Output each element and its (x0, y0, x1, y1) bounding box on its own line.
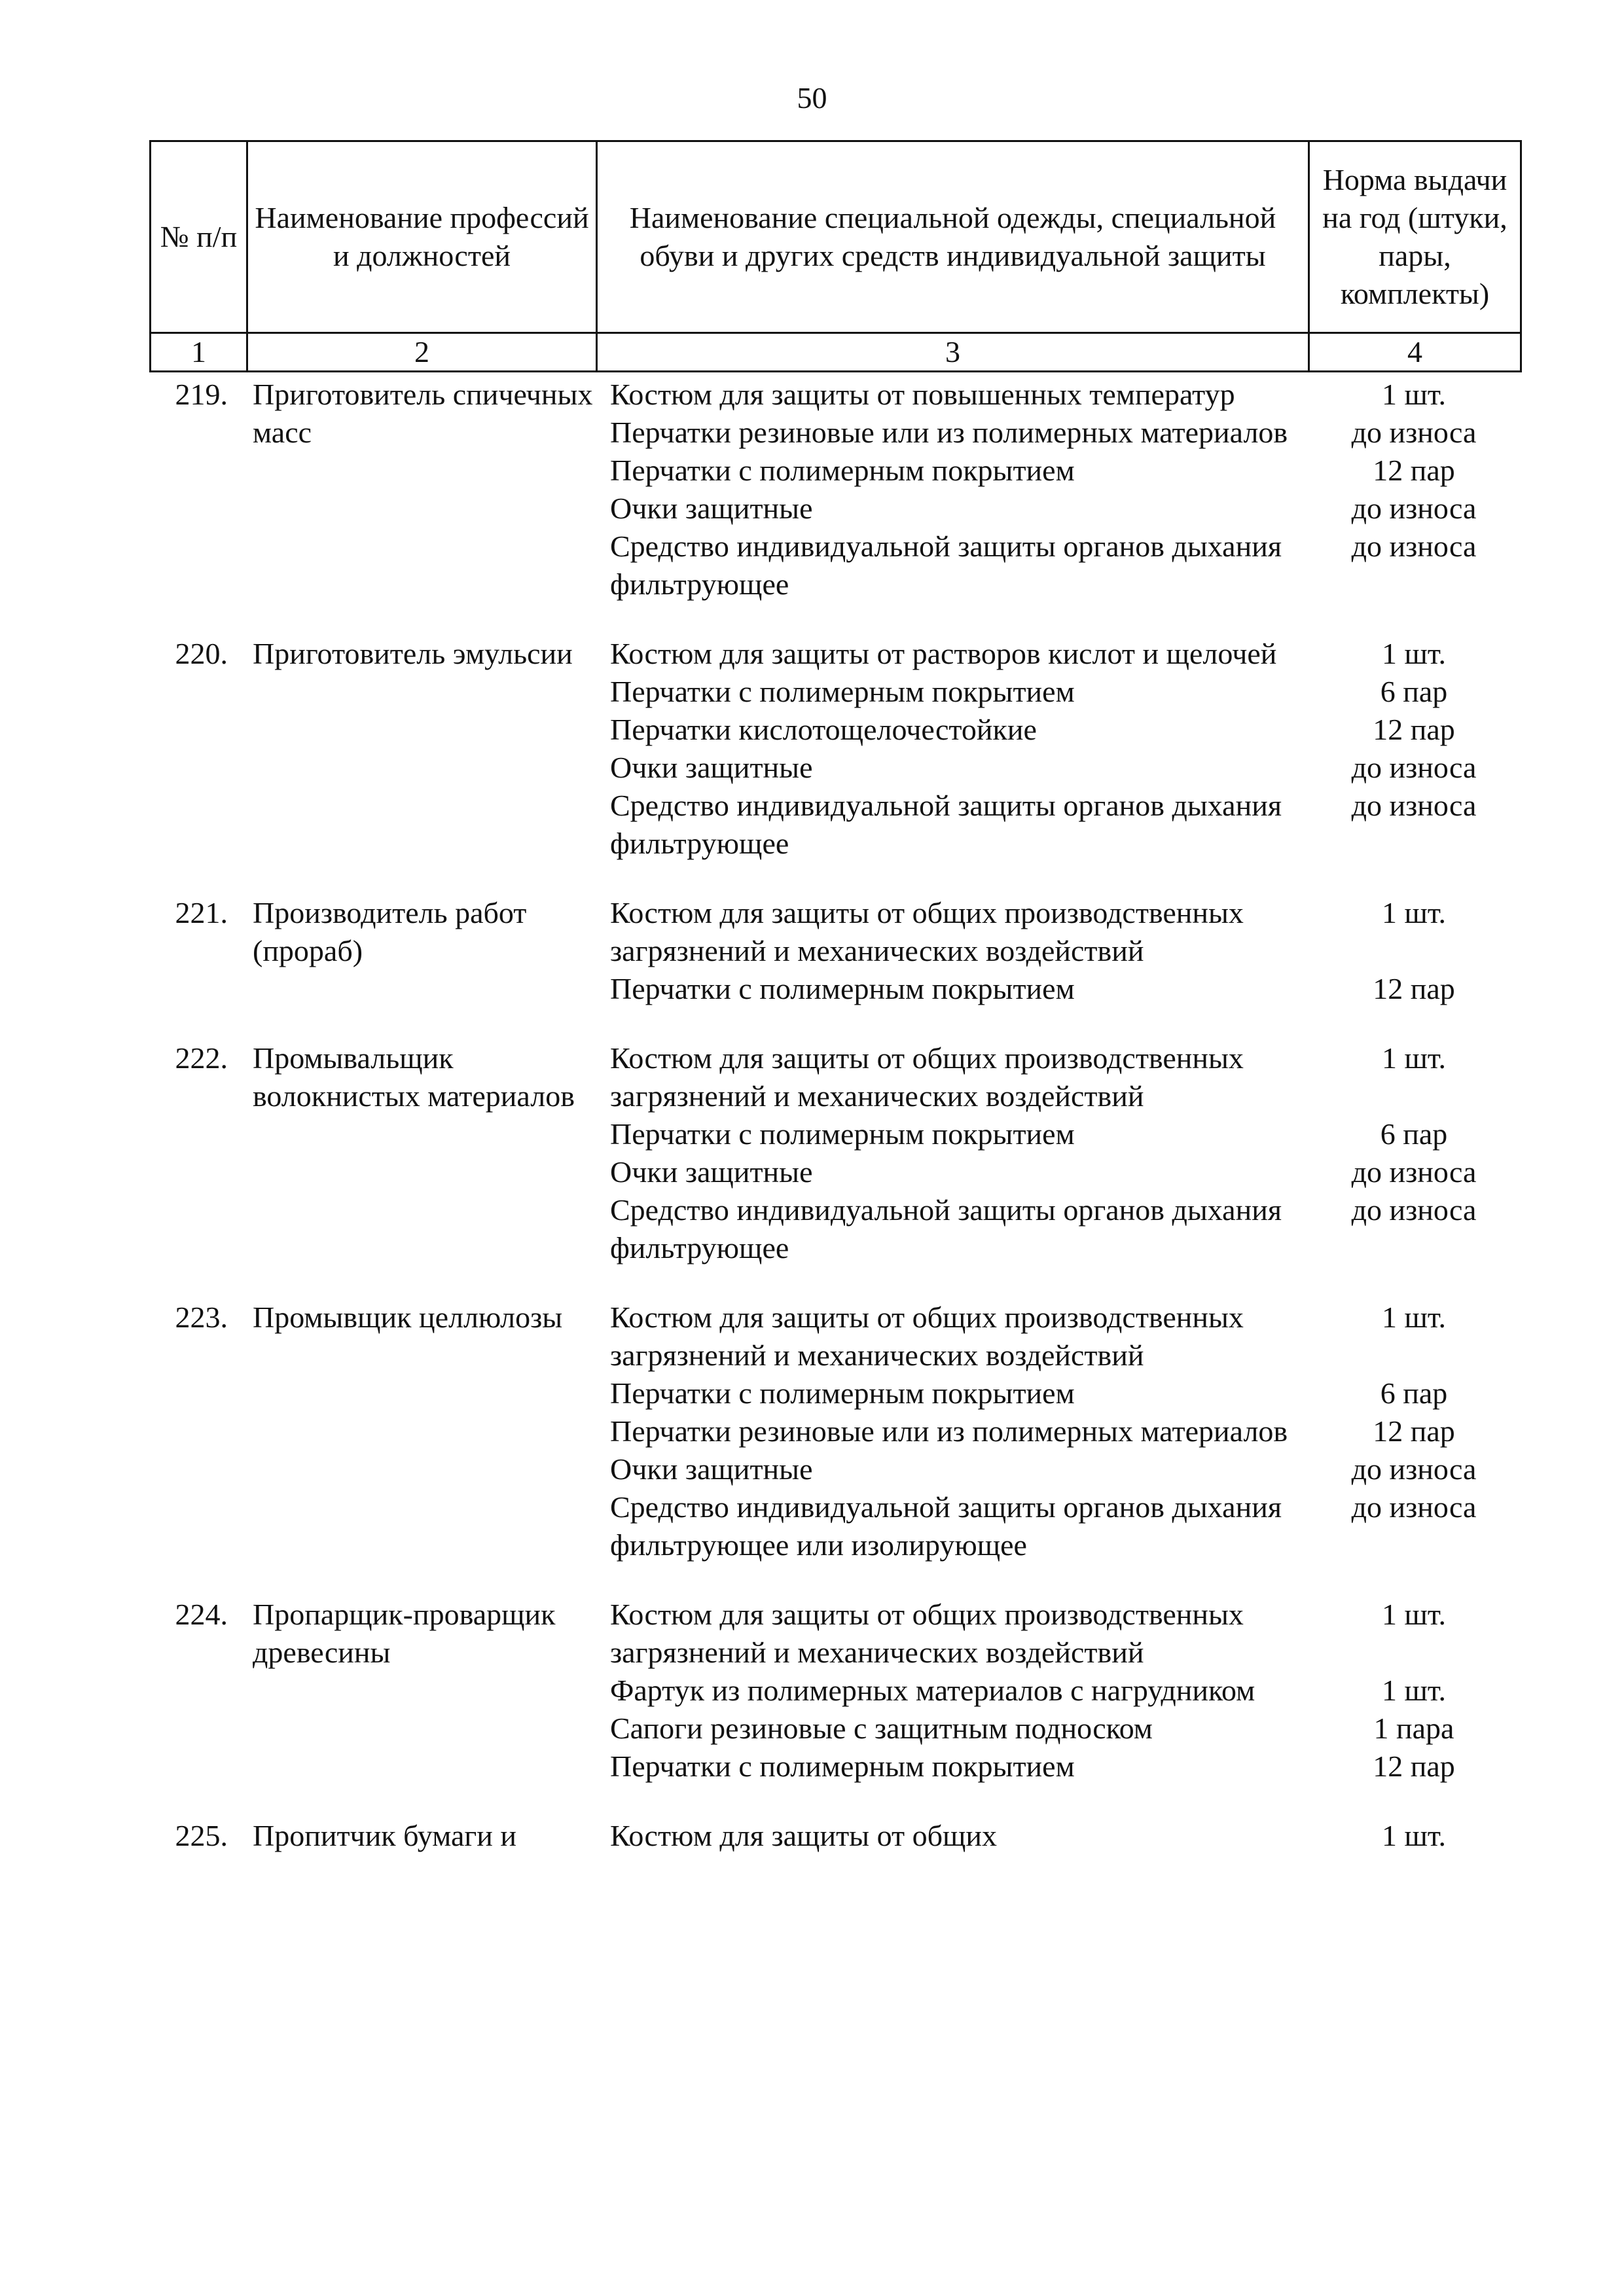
equipment-name: Очки защитные (610, 492, 813, 525)
issue-norm: до износа (1351, 492, 1477, 525)
equipment-list (596, 894, 1520, 1008)
equipment-item (596, 528, 1520, 603)
header-col-equipment: Наименование специальной одежды, специальной обуви и других средств индивидуальной защиты (597, 141, 1309, 333)
equipment-list (596, 635, 1520, 863)
row-number: 222. (175, 1041, 228, 1075)
equipment-list (596, 1596, 1520, 1785)
table-row (149, 635, 1520, 863)
equipment-item (596, 376, 1520, 414)
equipment-item (596, 1039, 1520, 1115)
profession-name: Приготовитель спичечных масс (253, 378, 593, 449)
equipment-name: Средство индивидуальной защиты органов дыхания фильтрующее (610, 529, 1282, 601)
row-number: 225. (175, 1819, 228, 1852)
equipment-item (596, 711, 1520, 749)
equipment-item (596, 1115, 1520, 1153)
equipment-name: Очки защитные (610, 1452, 813, 1486)
equipment-item (596, 1153, 1520, 1191)
issue-norm: 1 пара (1373, 1712, 1454, 1745)
issue-norm: 6 пар (1380, 1376, 1448, 1410)
equipment-item (596, 673, 1520, 711)
equipment-item (596, 1374, 1520, 1412)
equipment-name: Костюм для защиты от повышенных температур (610, 378, 1235, 411)
equipment-name: Костюм для защиты от общих (610, 1819, 998, 1852)
issue-norm: до износа (1351, 416, 1477, 449)
equipment-item (596, 1817, 1520, 1855)
equipment-list (596, 1817, 1520, 1855)
issue-norm: 1 шт. (1381, 378, 1447, 411)
table-header (149, 140, 1522, 372)
index-cell: 2 (247, 333, 597, 372)
equipment-name: Очки защитные (610, 1155, 813, 1189)
equipment-item (596, 1672, 1520, 1710)
table-row (149, 1039, 1520, 1267)
equipment-item (596, 1748, 1520, 1785)
equipment-name: Сапоги резиновые с защитным подноском (610, 1712, 1153, 1745)
equipment-name: Костюм для защиты от общих производственных загрязнений и механических воздействий (610, 1300, 1244, 1372)
equipment-name: Перчатки резиновые или из полимерных материалов (610, 416, 1288, 449)
equipment-name: Очки защитные (610, 751, 813, 784)
header-col-profession: Наименование профессий и должностей (247, 141, 597, 333)
header-col-norm: Норма выдачи на год (штуки, пары, комплекты) (1309, 141, 1521, 333)
equipment-item (596, 787, 1520, 863)
profession-name: Промывщик целлюлозы (253, 1300, 563, 1334)
table-row (149, 1596, 1520, 1785)
equipment-item (596, 452, 1520, 490)
equipment-item (596, 1710, 1520, 1748)
equipment-item (596, 1191, 1520, 1267)
index-cell: 1 (151, 333, 247, 372)
row-number: 223. (175, 1300, 228, 1334)
equipment-item (596, 1488, 1520, 1564)
issue-norm: 1 шт. (1381, 1300, 1447, 1334)
profession-name: Приготовитель эмульсии (253, 637, 573, 670)
issue-norm: 1 шт. (1381, 637, 1447, 670)
issue-norm: до износа (1351, 751, 1477, 784)
index-row (151, 333, 1521, 372)
equipment-list (596, 1299, 1520, 1564)
equipment-name: Перчатки с полимерным покрытием (610, 454, 1075, 487)
equipment-list (596, 1039, 1520, 1267)
equipment-name: Фартук из полимерных материалов с нагрудником (610, 1674, 1255, 1707)
profession-name: Промывальщик волокнистых материалов (253, 1041, 575, 1113)
table-row (149, 376, 1520, 603)
issue-norm: 1 шт. (1381, 1598, 1447, 1631)
equipment-item (596, 894, 1520, 970)
issue-norm: 12 пар (1373, 454, 1455, 487)
equipment-item (596, 490, 1520, 528)
equipment-name: Перчатки с полимерным покрытием (610, 1376, 1075, 1410)
table-body (149, 376, 1520, 1886)
equipment-name: Средство индивидуальной защиты органов дыхания фильтрующее (610, 789, 1282, 860)
profession-name: Пропитчик бумаги и (253, 1819, 517, 1852)
equipment-name: Костюм для защиты от растворов кислот и щелочей (610, 637, 1277, 670)
profession-name: Производитель работ (прораб) (253, 896, 527, 967)
header-col-num: № п/п (151, 141, 247, 333)
index-cell: 3 (597, 333, 1309, 372)
equipment-item (596, 414, 1520, 452)
equipment-name: Средство индивидуальной защиты органов дыхания фильтрующее или изолирующее (610, 1490, 1282, 1562)
row-number: 224. (175, 1598, 228, 1631)
equipment-name: Перчатки с полимерным покрытием (610, 1117, 1075, 1151)
issue-norm: до износа (1351, 1193, 1477, 1227)
equipment-list (596, 376, 1520, 603)
issue-norm: 12 пар (1373, 1414, 1455, 1448)
issue-norm: 6 пар (1380, 1117, 1448, 1151)
issue-norm: 12 пар (1373, 1749, 1455, 1783)
row-number: 219. (175, 378, 228, 411)
equipment-item (596, 749, 1520, 787)
equipment-item (596, 635, 1520, 673)
issue-norm: 6 пар (1380, 675, 1448, 708)
header-row (151, 141, 1521, 333)
profession-name: Пропарщик-проварщик древесины (253, 1598, 556, 1669)
equipment-name: Костюм для защиты от общих производственных загрязнений и механических воздействий (610, 896, 1244, 967)
issue-norm: 1 шт. (1381, 1819, 1447, 1852)
issue-norm: 1 шт. (1381, 1041, 1447, 1075)
equipment-item (596, 1450, 1520, 1488)
row-number: 221. (175, 896, 228, 929)
index-cell: 4 (1309, 333, 1521, 372)
equipment-item (596, 1596, 1520, 1672)
table-row (149, 894, 1520, 1008)
issue-norm: 1 шт. (1381, 896, 1447, 929)
equipment-name: Перчатки резиновые или из полимерных материалов (610, 1414, 1288, 1448)
equipment-name: Перчатки с полимерным покрытием (610, 675, 1075, 708)
issue-norm: 12 пар (1373, 713, 1455, 746)
issue-norm: до износа (1351, 1155, 1477, 1189)
equipment-item (596, 1299, 1520, 1374)
issue-norm: 12 пар (1373, 972, 1455, 1005)
equipment-name: Перчатки с полимерным покрытием (610, 972, 1075, 1005)
row-number: 220. (175, 637, 228, 670)
issue-norm: 1 шт. (1381, 1674, 1447, 1707)
equipment-name: Перчатки с полимерным покрытием (610, 1749, 1075, 1783)
equipment-name: Перчатки кислотощелочестойкие (610, 713, 1037, 746)
issue-norm: до износа (1351, 1490, 1477, 1524)
table-row (149, 1817, 1520, 1855)
issue-norm: до износа (1351, 1452, 1477, 1486)
equipment-name: Костюм для защиты от общих производственных загрязнений и механических воздействий (610, 1041, 1244, 1113)
equipment-name: Костюм для защиты от общих производственных загрязнений и механических воздействий (610, 1598, 1244, 1669)
issue-norm: до износа (1351, 529, 1477, 563)
page-number: 50 (797, 81, 827, 115)
table-row (149, 1299, 1520, 1564)
equipment-name: Средство индивидуальной защиты органов дыхания фильтрующее (610, 1193, 1282, 1265)
equipment-item (596, 1412, 1520, 1450)
issue-norm: до износа (1351, 789, 1477, 822)
equipment-item (596, 970, 1520, 1008)
